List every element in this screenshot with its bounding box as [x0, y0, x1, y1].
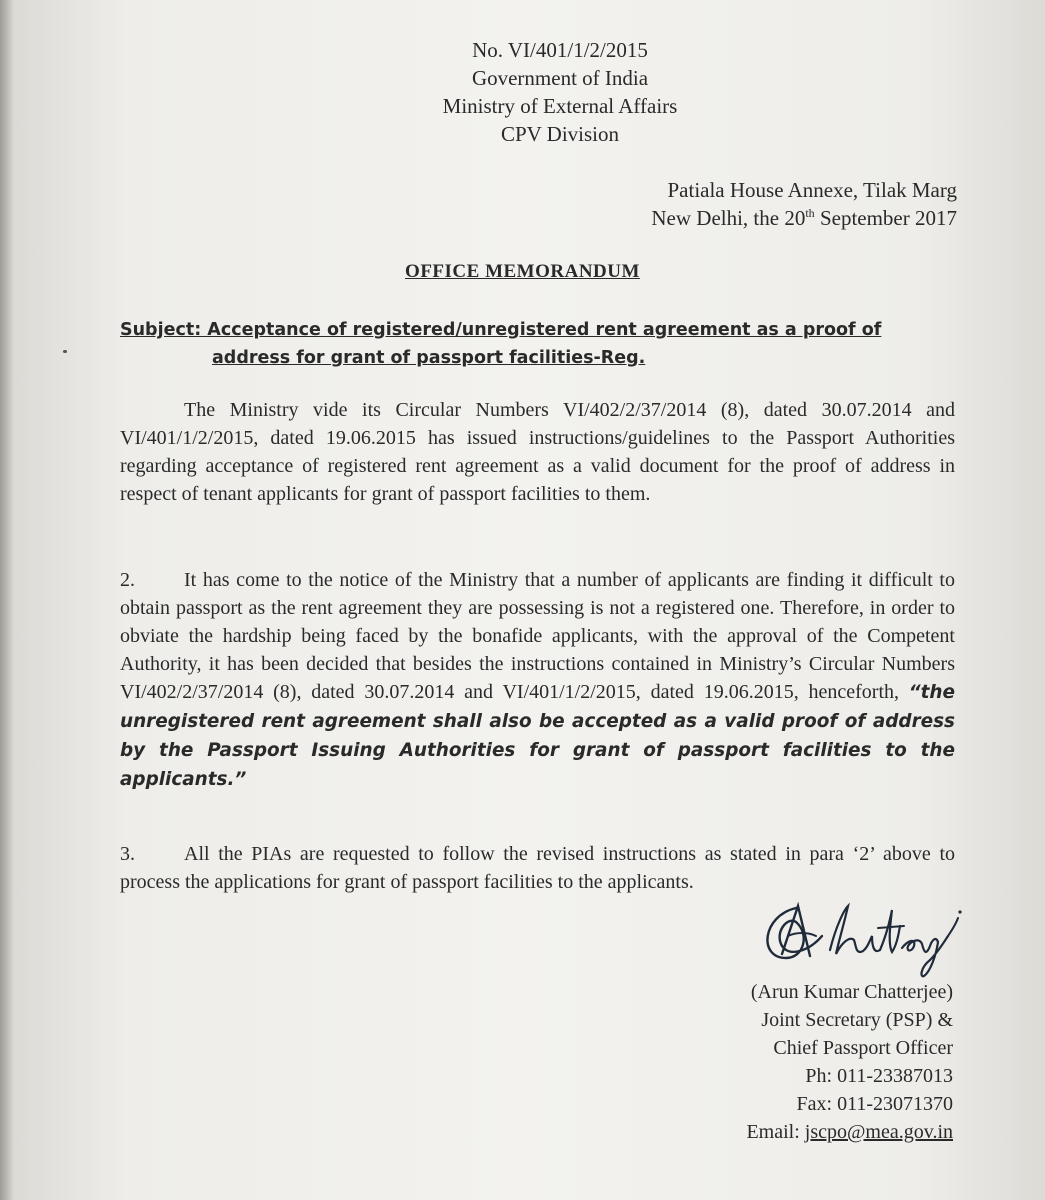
ink-speck: [63, 350, 67, 353]
paragraph-3-number: 3.: [120, 843, 135, 865]
file-number: No. VI/401/1/2/2015: [472, 38, 648, 62]
signatory-name: (Arun Kumar Chatterjee): [750, 981, 953, 1003]
paragraph-2: [120, 566, 955, 794]
date-ordinal: th: [805, 206, 815, 220]
signatory-designation-2: Chief Passport Officer: [773, 1037, 953, 1059]
signatory-designation-1: Joint Secretary (PSP) &: [761, 1009, 953, 1031]
issue-date: [651, 204, 957, 232]
subject-block: [120, 316, 940, 372]
date-prefix: New Delhi, the 20: [651, 206, 806, 230]
date-suffix: September 2017: [814, 206, 957, 230]
paragraph-2-emphasis: “the unregistered rent agreement shall also be accepted as a valid proof of address by the Passport Issuing Authorities for grant of passport facilities to the applicants.”: [120, 682, 955, 790]
paragraph-3-text: All the PIAs are requested to follow the revised instructions as stated in para ‘2’ above to process the applications for grant of passport facilities to the applicants.: [120, 843, 955, 893]
signatory-phone: Ph: 011-23387013: [805, 1065, 953, 1087]
signatory-block: [746, 978, 953, 1146]
signatory-email: [746, 1118, 953, 1146]
subject-line-2-text: address for grant of passport facilities-Reg.: [212, 348, 646, 368]
handwritten-signature: [752, 896, 967, 978]
subject-line-1-text: Subject: Acceptance of registered/unregistered rent agreement as a proof of: [120, 320, 882, 340]
memo-title: [0, 261, 1045, 283]
letterhead: [380, 36, 740, 148]
subject-line-2: [120, 344, 940, 372]
paragraph-2-text: It has come to the notice of the Ministry that a number of applicants are finding it difficult to obtain passport as the rent agreement they are possessing is not a registered one. Therefore, in order to obviate the hardship being faced by the bonafide applicants, with the approval of the Competent Authority, it has been decided that besides the instructions contained in Ministry’s Circular Numbers VI/402/2/37/2014 (8), dated 30.07.2014 and VI/401/1/2/2015, dated 19.06.2015, henceforth,: [120, 569, 955, 703]
government-name: Government of India: [471, 66, 649, 90]
paragraph-3: [120, 840, 955, 896]
paragraph-1: [120, 396, 955, 508]
memo-title-text: OFFICE MEMORANDUM: [405, 261, 640, 282]
place-and-date: [651, 176, 957, 232]
office-address: Patiala House Annexe, Tilak Marg: [667, 178, 957, 202]
division-name: CPV Division: [500, 122, 620, 146]
email-link[interactable]: jscpo@mea.gov.in: [804, 1121, 953, 1143]
paragraph-1-text: The Ministry vide its Circular Numbers VI/402/2/37/2014 (8), dated 30.07.2014 and VI/401/1/2/2015, dated 19.06.2015 has issued instructions/guidelines to the Passport Authorities regarding acceptance of registered rent agreement as a valid document for the proof of address in respect of tenant applicants for grant of passport facilities to them.: [120, 399, 955, 505]
ministry-name: Ministry of External Affairs: [442, 94, 678, 118]
subject-line-1: [120, 316, 940, 344]
page-edge-shadow: [0, 0, 14, 1200]
email-label: Email:: [746, 1121, 805, 1143]
paragraph-2-number: 2.: [120, 569, 135, 591]
signatory-fax: Fax: 011-23071370: [796, 1093, 953, 1115]
